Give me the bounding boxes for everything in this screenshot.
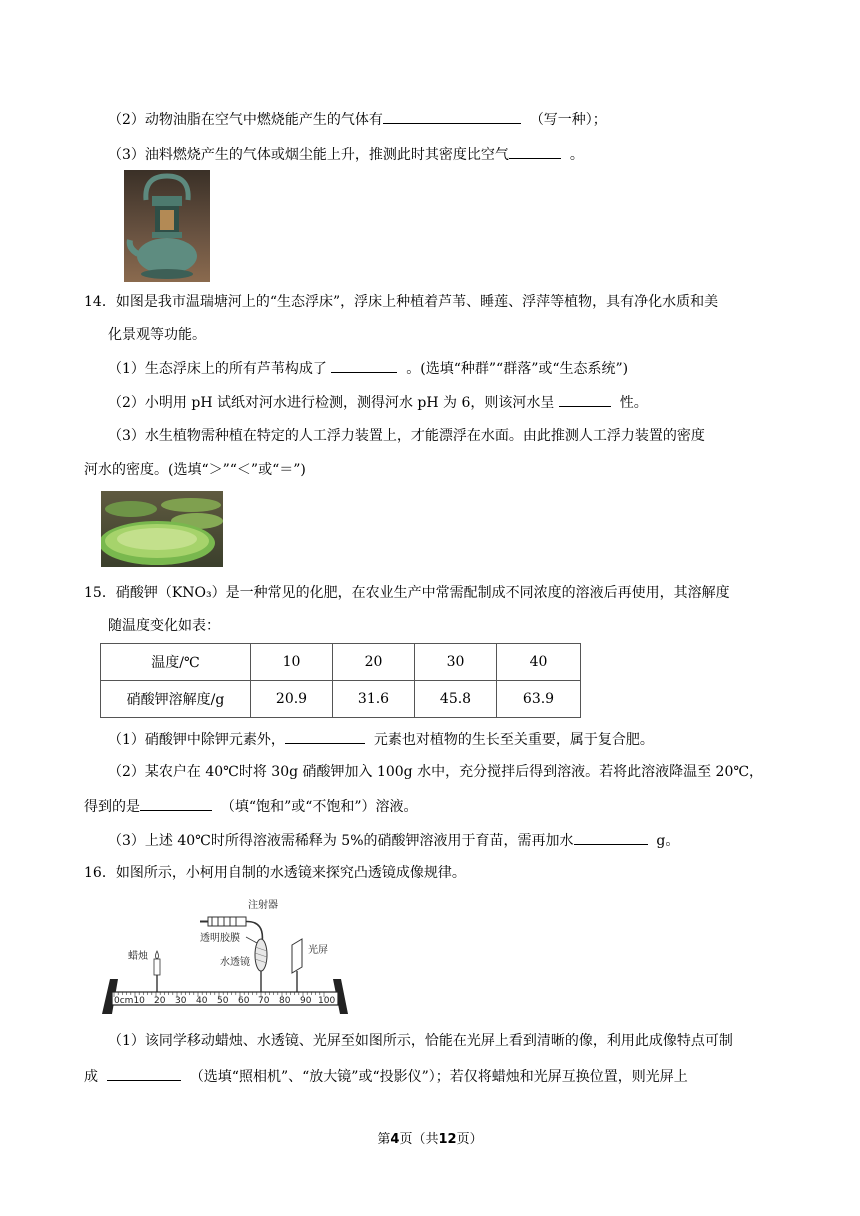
solubility-table [100, 643, 581, 718]
page-footer: 第4页（共12页） [377, 1132, 483, 1147]
syringe-barrel [208, 917, 246, 926]
film-label: 透明胶膜 [200, 933, 240, 944]
water-lens-diagram [100, 893, 350, 1015]
ruler-tick-label: 20 [154, 996, 166, 1006]
q15-part1: （1）硝酸钾中除钾元素外， 元素也对植物的生长至关重要，属于复合肥。 [108, 729, 654, 750]
table-row [101, 681, 581, 718]
q14-stem-line2: 化景观等功能。 [108, 327, 206, 343]
q13-part3: （3）油料燃烧产生的气体或烟尘能上升，推测此时其密度比空气 。 [108, 144, 584, 165]
table-header-cell: 40 [497, 644, 581, 681]
q14-part3-line1: （3）水生植物需种植在特定的人工浮力装置上，才能漂浮在水面。由此推测人工浮力装置的密度 [108, 428, 705, 444]
answer-blank[interactable] [285, 729, 365, 744]
candle-label: 蜡烛 [128, 951, 148, 962]
ruler-tick-label: 50 [217, 996, 229, 1006]
light-screen [292, 939, 302, 973]
page-total: 12 [438, 1132, 457, 1147]
table-header-cell: 温度/℃ [101, 644, 251, 681]
q15-stem-line1: 15．硝酸钾（KNO₃）是一种常见的化肥，在农业生产中常需配制成不同浓度的溶液后再使用，其溶解度 [84, 585, 730, 601]
answer-blank[interactable] [574, 830, 648, 845]
ruler-tick-label: 40 [196, 996, 208, 1006]
q15-part2-line2: 得到的是 （填“饱和”或“不饱和”）溶液。 [84, 796, 418, 817]
table-header-cell: 10 [251, 644, 333, 681]
q15-part2-line1: （2）某农户在 40℃时将 30g 硝酸钾加入 100g 水中，充分搅拌后得到溶液。若将此溶液降温至 20℃， [108, 764, 764, 780]
ruler-tick-label: 60 [238, 996, 250, 1006]
ruler-tick-label: 30 [175, 996, 187, 1006]
answer-blank[interactable] [383, 109, 521, 124]
q14-part3-line2: 河水的密度。(选填“＞”“＜”或“＝”) [84, 462, 306, 478]
ruler-tick-label: 80 [279, 996, 291, 1006]
screen-label: 光屏 [308, 945, 328, 956]
table-cell: 63.9 [497, 681, 581, 718]
table-row [101, 644, 581, 681]
floating-bed-photo [101, 491, 223, 567]
bronze-lamp-photo [124, 170, 210, 282]
table-cell: 硝酸钾溶解度/g [101, 681, 251, 718]
ruler-tick-label: 70 [258, 996, 270, 1006]
q16-stem: 16．如图所示，小柯用自制的水透镜来探究凸透镜成像规律。 [84, 865, 466, 881]
table-cell: 45.8 [415, 681, 497, 718]
ruler-tick-label: 90 [300, 996, 312, 1006]
answer-blank[interactable] [559, 392, 611, 407]
ruler-tick-label: 100 [318, 996, 336, 1006]
syringe-label: 注射器 [248, 900, 278, 911]
table-header-cell: 20 [333, 644, 415, 681]
lens-label: 水透镜 [220, 957, 250, 968]
page-number: 4 [390, 1132, 400, 1147]
answer-blank[interactable] [331, 358, 397, 373]
q15-stem-line2: 随温度变化如表： [108, 618, 220, 634]
q16-part1-line2: 成 （选填“照相机”、“放大镜”或“投影仪”）；若仅将蜡烛和光屏互换位置，则光屏上 [84, 1066, 688, 1087]
candle [154, 959, 160, 975]
answer-blank[interactable] [509, 144, 561, 159]
q13-part2: （2）动物油脂在空气中燃烧能产生的气体有 （写一种）； [108, 109, 607, 130]
q14-part1: （1）生态浮床上的所有芦苇构成了 。(选填“种群”“群落”或“生态系统”) [108, 358, 628, 379]
table-header-cell: 30 [415, 644, 497, 681]
q14-part2: （2）小明用 pH 试纸对河水进行检测，测得河水 pH 为 6，则该河水呈 性。 [108, 392, 648, 413]
q14-stem-line1: 14．如图是我市温瑞塘河上的“生态浮床”，浮床上种植着芦苇、睡莲、浮萍等植物，具有净化水质和美 [84, 294, 719, 310]
answer-blank[interactable] [107, 1066, 181, 1081]
ruler-tick-label: 0cm10 [114, 996, 145, 1006]
table-cell: 31.6 [333, 681, 415, 718]
table-cell: 20.9 [251, 681, 333, 718]
q16-part1-line1: （1）该同学移动蜡烛、水透镜、光屏至如图所示，恰能在光屏上看到清晰的像，利用此成像特点可制 [108, 1033, 733, 1049]
q15-part3: （3）上述 40℃时所得溶液需稀释为 5%的硝酸钾溶液用于育苗，需再加水 g。 [108, 830, 679, 851]
answer-blank[interactable] [140, 796, 212, 811]
